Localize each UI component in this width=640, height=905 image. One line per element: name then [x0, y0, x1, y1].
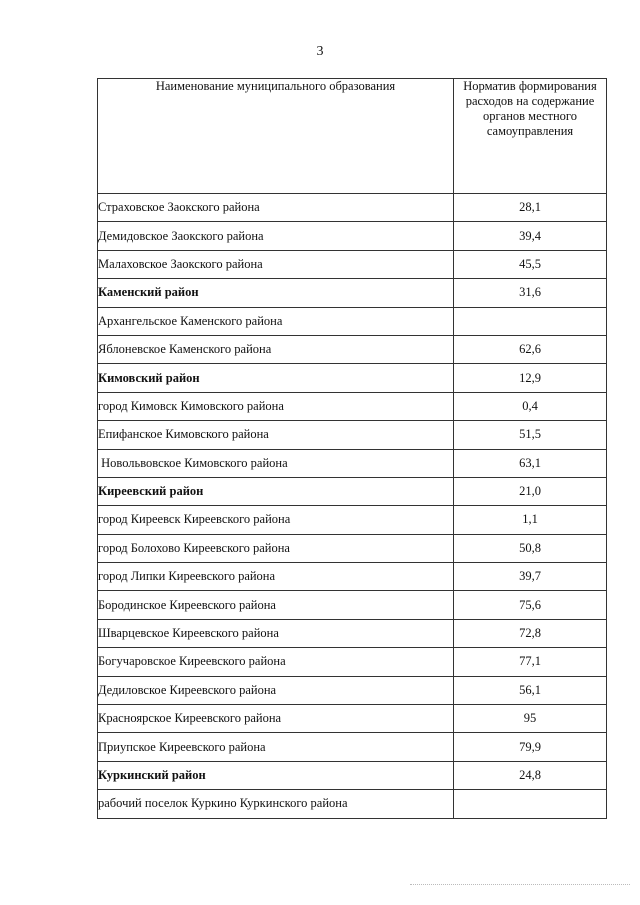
municipality-name: Красноярское Киреевского района [98, 705, 454, 733]
district-name: Каменский район [98, 279, 454, 307]
normative-value: 45,5 [454, 250, 607, 278]
table-row [98, 563, 607, 591]
municipality-name: город Болохово Киреевского района [98, 534, 454, 562]
normative-value: 62,6 [454, 335, 607, 363]
table-row [98, 250, 607, 278]
scan-artifact [410, 884, 630, 889]
normative-value: 0,4 [454, 392, 607, 420]
normative-value: 28,1 [454, 194, 607, 222]
normative-value: 12,9 [454, 364, 607, 392]
page-number: 3 [316, 44, 324, 59]
municipality-name: город Кимовск Кимовского района [98, 392, 454, 420]
municipality-name: Демидовское Заокского района [98, 222, 454, 250]
table-row [98, 733, 607, 761]
normative-value: 1,1 [454, 506, 607, 534]
normative-value: 50,8 [454, 534, 607, 562]
normative-value: 56,1 [454, 676, 607, 704]
table-body [98, 194, 607, 819]
normative-value: 31,6 [454, 279, 607, 307]
table-row [98, 194, 607, 222]
municipality-name: Дедиловское Киреевского района [98, 676, 454, 704]
normative-value: 39,4 [454, 222, 607, 250]
district-name: Кимовский район [98, 364, 454, 392]
municipality-name: Бородинское Киреевского района [98, 591, 454, 619]
table-row [98, 307, 607, 335]
municipality-name: Архангельское Каменского района [98, 307, 454, 335]
normative-value: 75,6 [454, 591, 607, 619]
table-row [98, 648, 607, 676]
table-row [98, 790, 607, 818]
municipality-name: Епифанское Кимовского района [98, 421, 454, 449]
normative-value: 77,1 [454, 648, 607, 676]
table-row [98, 421, 607, 449]
normative-value: 95 [454, 705, 607, 733]
normative-value: 24,8 [454, 761, 607, 789]
district-name: Куркинский район [98, 761, 454, 789]
table-row [98, 506, 607, 534]
table-row [98, 591, 607, 619]
municipality-name: рабочий поселок Куркино Куркинского района [98, 790, 454, 818]
normative-value [454, 790, 607, 818]
municipality-name: Приупское Киреевского района [98, 733, 454, 761]
district-name: Киреевский район [98, 477, 454, 505]
table-row [98, 676, 607, 704]
table-row [98, 392, 607, 420]
normative-table [97, 78, 607, 819]
district-row [98, 761, 607, 789]
municipality-name: Шварцевское Киреевского района [98, 619, 454, 647]
normative-value [454, 307, 607, 335]
normative-value: 39,7 [454, 563, 607, 591]
municipality-name: Страховское Заокского района [98, 194, 454, 222]
normative-value: 21,0 [454, 477, 607, 505]
header-name: Наименование муниципального образования [98, 79, 454, 194]
municipality-name: Малаховское Заокского района [98, 250, 454, 278]
table-row [98, 335, 607, 363]
normative-value: 72,8 [454, 619, 607, 647]
header-value: Норматив формирования расходов на содержание органов местного самоуправления [454, 79, 607, 194]
municipality-name: город Киреевск Киреевского района [98, 506, 454, 534]
normative-value: 79,9 [454, 733, 607, 761]
table-row [98, 619, 607, 647]
district-row [98, 477, 607, 505]
district-row [98, 364, 607, 392]
municipality-name: Богучаровское Киреевского района [98, 648, 454, 676]
table-row [98, 222, 607, 250]
table-row [98, 449, 607, 477]
municipality-name: Новольвовское Кимовского района [98, 449, 454, 477]
municipality-name: Яблоневское Каменского района [98, 335, 454, 363]
normative-value: 63,1 [454, 449, 607, 477]
normative-value: 51,5 [454, 421, 607, 449]
table-row [98, 705, 607, 733]
district-row [98, 279, 607, 307]
table-row [98, 534, 607, 562]
table-header-row [98, 79, 607, 194]
municipality-name: город Липки Киреевского района [98, 563, 454, 591]
